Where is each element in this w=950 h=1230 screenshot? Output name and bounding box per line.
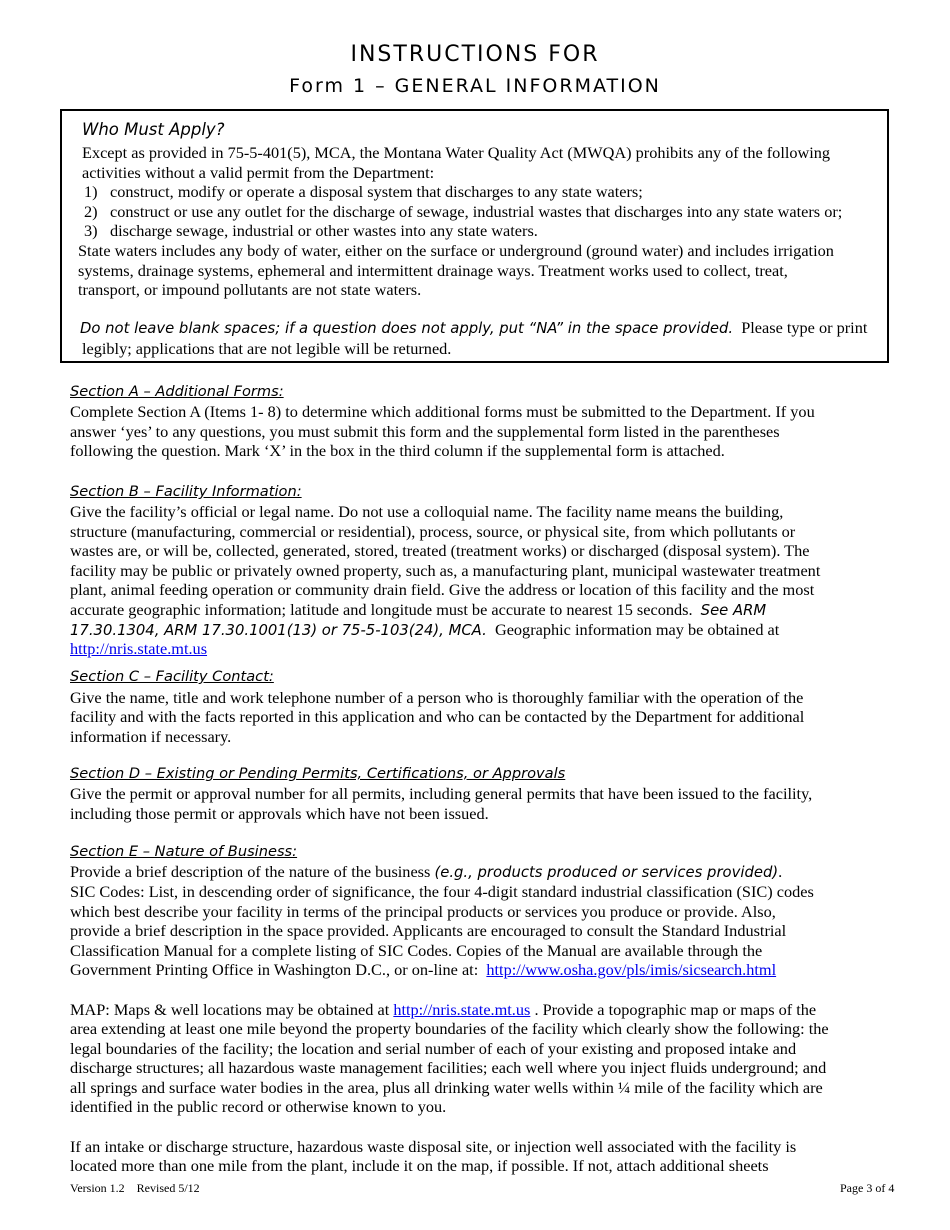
intake-text: located more than one mile from the plant, include it on the map, if possible. If not, attach additional sheets bbox=[70, 1156, 769, 1175]
section-e-text bbox=[70, 862, 782, 883]
map-text: legal boundaries of the facility; the location and serial number of each of your existing and proposed intake and bbox=[70, 1039, 797, 1058]
sic-text: provide a brief description in the space provided. Applicants are encouraged to consult the Standard Industrial bbox=[70, 921, 787, 940]
section-b-text-part: accurate geographic information; latitude and longitude must be accurate to nearest 15 seconds. bbox=[70, 600, 693, 619]
section-b-text bbox=[70, 620, 779, 641]
section-d-text: Give the permit or approval number for all permits, including general permits that have been issued to the facility, bbox=[70, 784, 813, 803]
map-text-part: . Provide a topographic map or maps of the bbox=[534, 1000, 817, 1019]
section-b-text: facility may be public or privately owned property, such as, a manufacturing plant, municipal wastewater treatment bbox=[70, 561, 821, 580]
state-waters-line: State waters includes any body of water, either on the surface or underground (ground water) and includes irrigation bbox=[78, 241, 834, 260]
who-intro-line: activities without a valid permit from the Department: bbox=[82, 163, 435, 182]
version-label: Version 1.2 bbox=[70, 1181, 125, 1195]
who-must-apply-box bbox=[60, 109, 889, 363]
map-nris-link[interactable]: http://nris.state.mt.us bbox=[393, 1000, 531, 1019]
intake-text: If an intake or discharge structure, hazardous waste disposal site, or injection well associated with the facility is bbox=[70, 1137, 797, 1156]
state-waters-line: systems, drainage systems, ephemeral and intermittent drainage ways. Treatment works used to collect, treat, bbox=[78, 261, 788, 280]
section-c-text: Give the name, title and work telephone number of a person who is thoroughly familiar with the operation of the bbox=[70, 688, 804, 707]
sic-text bbox=[70, 960, 776, 980]
sic-text: which best describe your facility in terms of the principal products or services you produce or provide. Also, bbox=[70, 902, 776, 921]
nris-link-line bbox=[70, 639, 207, 659]
section-a-text: Complete Section A (Items 1- 8) to determine which additional forms must be submitted to the Department. If you bbox=[70, 402, 815, 421]
arm-reference: 17.30.1304, ARM 17.30.1001(13) or 75-5-103(24), MCA. bbox=[70, 622, 487, 639]
list-text: construct or use any outlet for the discharge of sewage, industrial wastes that discharges into any state waters or; bbox=[110, 202, 843, 221]
section-e-text-part: Provide a brief description of the nature of the business bbox=[70, 862, 431, 881]
section-c-text: information if necessary. bbox=[70, 727, 232, 746]
warning-line bbox=[80, 318, 867, 339]
map-text bbox=[70, 1000, 816, 1020]
list-number: 3) bbox=[84, 221, 98, 240]
map-text: area extending at least one mile beyond the property boundaries of the facility which clearly show the following: the bbox=[70, 1019, 829, 1038]
section-b-text: Give the facility’s official or legal name. Do not use a colloquial name. The facility name means the building, bbox=[70, 502, 784, 521]
section-b-text bbox=[70, 600, 766, 621]
section-b-text: wastes are, or will be, collected, generated, stored, treated (treatment works) or discharged (disposal system). The bbox=[70, 541, 810, 560]
page-subtitle: Form 1 – GENERAL INFORMATION bbox=[289, 75, 661, 97]
sic-search-link[interactable]: http://www.osha.gov/pls/imis/sicsearch.html bbox=[486, 960, 777, 979]
section-c-heading: Section C – Facility Contact: bbox=[70, 668, 274, 685]
example-italic: (e.g., products produced or services provided) bbox=[434, 864, 779, 881]
sic-text-part: Government Printing Office in Washington D.C., or on-line at: bbox=[70, 960, 479, 979]
nris-link[interactable]: http://nris.state.mt.us bbox=[70, 639, 208, 658]
who-heading: Who Must Apply? bbox=[82, 120, 225, 139]
who-intro-line: Except as provided in 75-5-401(5), MCA, the Montana Water Quality Act (MWQA) prohibits any of the following bbox=[82, 143, 831, 162]
sic-text: Classification Manual for a complete listing of SIC Codes. Copies of the Manual are available through the bbox=[70, 941, 763, 960]
section-a-heading: Section A – Additional Forms: bbox=[70, 383, 284, 400]
arm-reference: See ARM bbox=[700, 602, 767, 619]
section-b-heading: Section B – Facility Information: bbox=[70, 483, 302, 500]
list-item bbox=[84, 221, 538, 241]
section-e-period: . bbox=[778, 862, 783, 881]
section-c-text: facility and with the facts reported in this application and who can be contacted by the Department for additional bbox=[70, 707, 805, 726]
warning-rest: Please type or print bbox=[741, 318, 868, 337]
section-b-text: plant, animal feeding operation or community drain field. Give the address or location of this facility and the most bbox=[70, 580, 815, 599]
warning-line: legibly; applications that are not legible will be returned. bbox=[82, 339, 452, 358]
list-text: discharge sewage, industrial or other wastes into any state waters. bbox=[110, 221, 538, 240]
section-a-text: following the question. Mark ‘X’ in the box in the third column if the supplemental form is attached. bbox=[70, 441, 725, 460]
section-e-heading: Section E – Nature of Business: bbox=[70, 843, 298, 860]
footer-version bbox=[70, 1181, 200, 1196]
state-waters-line: transport, or impound pollutants are not state waters. bbox=[78, 280, 422, 299]
list-number: 2) bbox=[84, 202, 98, 221]
revised-label: Revised 5/12 bbox=[136, 1181, 200, 1195]
page-title: INSTRUCTIONS FOR bbox=[350, 42, 600, 67]
map-text: identified in the public record or otherwise known to you. bbox=[70, 1097, 447, 1116]
section-d-text: including those permit or approvals which have not been issued. bbox=[70, 804, 489, 823]
warning-italic: Do not leave blank spaces; if a question does not apply, put “NA” in the space provided. bbox=[80, 320, 734, 337]
list-number: 1) bbox=[84, 182, 98, 201]
map-text: discharge structures; all hazardous waste management facilities; each well where you inject fluids underground; and bbox=[70, 1058, 827, 1077]
page-number: Page 3 of 4 bbox=[840, 1181, 895, 1195]
list-item bbox=[84, 182, 643, 202]
list-item bbox=[84, 202, 842, 222]
list-text: construct, modify or operate a disposal system that discharges to any state waters; bbox=[110, 182, 643, 201]
map-text-part: MAP: Maps & well locations may be obtained at bbox=[70, 1000, 390, 1019]
sic-text: SIC Codes: List, in descending order of significance, the four 4-digit standard industrial classification (SIC) codes bbox=[70, 882, 814, 901]
map-text: all springs and surface water bodies in the area, plus all drinking water wells within ¼ mile of the facility which are bbox=[70, 1078, 823, 1097]
section-a-text: answer ‘yes’ to any questions, you must submit this form and the supplemental form listed in the parentheses bbox=[70, 422, 780, 441]
section-b-text: structure (manufacturing, commercial or residential), process, source, or physical site, from which pollutants or bbox=[70, 522, 796, 541]
section-d-heading: Section D – Existing or Pending Permits, Certifications, or Approvals bbox=[70, 765, 566, 782]
section-b-text-part: Geographic information may be obtained at bbox=[494, 620, 780, 639]
